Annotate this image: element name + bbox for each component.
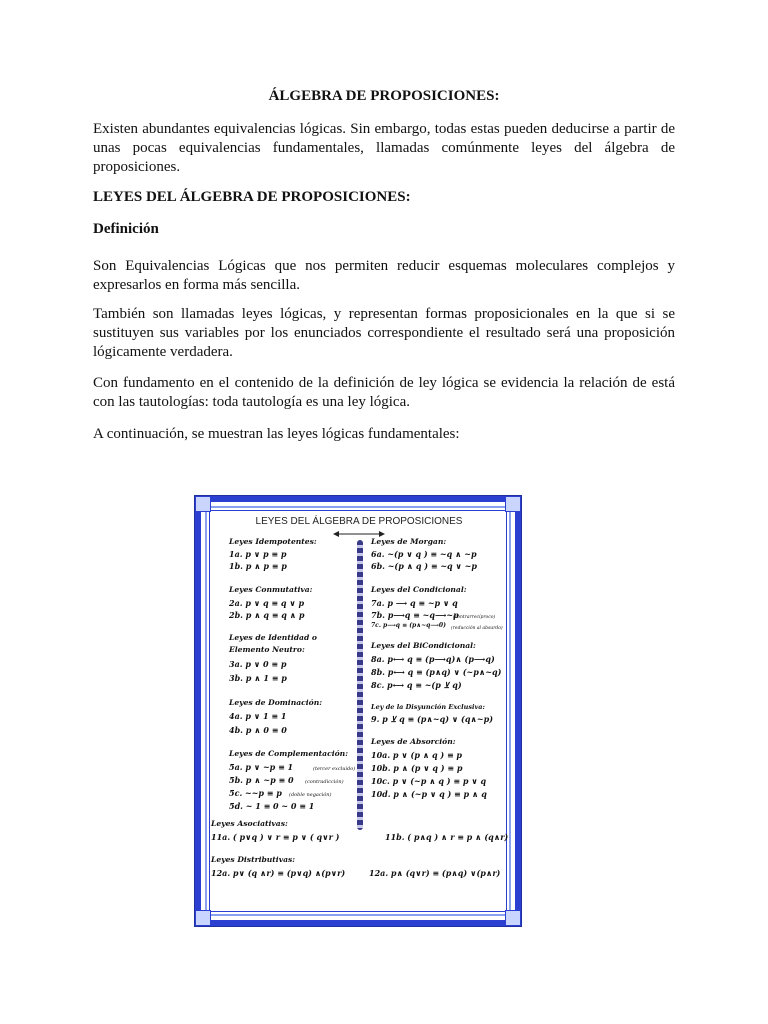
note-tercer-excluido: (tercer excluido) — [313, 766, 356, 772]
law-right-15: 10b. p ∧ (p ∨ q ) ≡ p — [371, 763, 463, 773]
paragraph-4: A continuación, se muestran las leyes lógicas fundamentales: — [93, 426, 460, 442]
laws-table-title: LEYES DEL ÁLGEBRA DE PROPOSICIONES — [255, 516, 463, 527]
law-right-14: 10a. p ∨ (p ∧ q ) ≡ p — [371, 750, 463, 760]
law-bottom-5: 12a. p∧ (q∨r) ≡ (p∧q) ∨(p∧r) — [369, 868, 501, 878]
law-left-16: 5c. ~~p ≡ p — [229, 788, 282, 798]
law-right-10: 8c. p⟷ q ≡ ~(p ⊻ q) — [371, 680, 462, 690]
law-left-3: Leyes Conmutativa: — [229, 585, 313, 594]
paragraph-1: Son Equivalencias Lógicas que nos permiten reducir esquemas moleculares complejos y expresarlos en forma más sencilla. — [93, 258, 675, 293]
law-right-0: Leyes de Morgan: — [371, 537, 447, 546]
document-title: ÁLGEBRA DE PROPOSICIONES: — [268, 88, 500, 104]
law-right-6: 7c. p⟶q ≡ (p∧~q⟶0) — [371, 622, 446, 629]
note-contradiccion: (contradicción) — [305, 779, 344, 785]
law-left-13: Leyes de Complementación: — [229, 749, 349, 758]
definition-heading: Definición — [93, 221, 159, 237]
corner-ornament — [195, 910, 211, 926]
law-bottom-3: Leyes Distributivas: — [211, 855, 296, 864]
law-right-7: Leyes del BiCondicional: — [371, 641, 476, 650]
law-left-2: 1b. p ∧ p ≡ p — [229, 561, 287, 571]
law-bottom-0: Leyes Asociativas: — [211, 819, 288, 828]
law-right-8: 8a. p⟷ q ≡ (p⟶q)∧ (p⟶q) — [371, 654, 495, 664]
law-right-1: 6a. ~(p ∨ q ) ≡ ~q ∧ ~p — [371, 549, 477, 559]
law-bottom-2: 11b. ( p∧q ) ∧ r ≡ p ∧ (q∧r) — [385, 832, 509, 842]
law-right-3: Leyes del Condicional: — [371, 585, 467, 594]
chain-divider — [357, 540, 363, 830]
note-contrarreciproco: (contrarrecíproco) — [453, 615, 496, 620]
law-left-1: 1a. p ∨ p ≡ p — [229, 549, 287, 559]
law-left-5: 2b. p ∧ q ≡ q ∧ p — [229, 610, 305, 620]
law-left-12: 4b. p ∧ 0 ≡ 0 — [229, 725, 287, 735]
law-right-12: 9. p ⊻ q ≡ (p∧~q) ∨ (q∧~p) — [371, 714, 494, 724]
law-right-9: 8b. p⟷ q ≡ (p∧q) ∨ (~p∧~q) — [371, 667, 502, 677]
law-right-11: Ley de la Disyunción Exclusiva: — [371, 703, 485, 711]
corner-ornament — [505, 910, 521, 926]
law-right-5: 7b. p⟶q ≡ ~q⟶~p — [371, 610, 459, 620]
law-left-0: Leyes Idempotentes: — [229, 537, 317, 546]
paragraph-2: También son llamadas leyes lógicas, y representan formas proposicionales en la que si se sustituyen sus variables por los enunciados correspondiente el resultado será una proposición lógicamente verdadera. — [93, 306, 675, 360]
law-bottom-1: 11a. ( p∨q ) ∨ r ≡ p ∨ ( q∨r ) — [211, 832, 340, 842]
note-doble-negacion: (doble negación) — [289, 792, 332, 798]
law-right-17: 10d. p ∧ (~p ∨ q ) ≡ p ∧ q — [371, 789, 487, 799]
law-right-16: 10c. p ∨ (~p ∧ q ) ≡ p ∨ q — [371, 776, 487, 786]
law-right-13: Leyes de Absorción: — [371, 737, 456, 746]
corner-ornament — [195, 496, 211, 512]
law-right-2: 6b. ~(p ∧ q ) ≡ ~q ∨ ~p — [371, 561, 477, 571]
laws-table-image — [194, 495, 522, 927]
law-left-7: Elemento Neutro: — [229, 645, 305, 654]
law-right-4: 7a. p ⟶ q ≡ ~p ∨ q — [371, 598, 458, 608]
law-left-11: 4a. p ∨ 1 ≡ 1 — [229, 711, 287, 721]
law-left-8: 3a. p ∨ 0 ≡ p — [229, 659, 287, 669]
law-left-6: Leyes de Identidad o — [229, 633, 317, 642]
law-left-17: 5d. ~ 1 ≡ 0 ~ 0 ≡ 1 — [229, 801, 315, 811]
intro-paragraph: Existen abundantes equivalencias lógicas. Sin embargo, todas estas pueden deducirse a partir de unas pocas equivalencias fundamentales, llamadas comúnmente leyes del álgebra de proposiciones. — [93, 121, 675, 175]
paragraph-3: Con fundamento en el contenido de la definición de ley lógica se evidencia la relación de está con las tautologías: toda tautología es una ley lógica. — [93, 375, 675, 410]
note-reduccion-absurdo: (reducción al absurdo) — [451, 626, 503, 631]
law-left-4: 2a. p ∨ q ≡ q ∨ p — [229, 598, 305, 608]
law-bottom-4: 12a. p∨ (q ∧r) ≡ (p∨q) ∧(p∨r) — [211, 868, 346, 878]
law-left-10: Leyes de Dominación: — [229, 698, 323, 707]
law-left-14: 5a. p ∨ ~p ≡ 1 — [229, 762, 294, 772]
law-left-15: 5b. p ∧ ~p ≡ 0 — [229, 775, 294, 785]
section-heading: LEYES DEL ÁLGEBRA DE PROPOSICIONES: — [93, 189, 411, 205]
corner-ornament — [505, 496, 521, 512]
law-left-9: 3b. p ∧ 1 ≡ p — [229, 673, 287, 683]
